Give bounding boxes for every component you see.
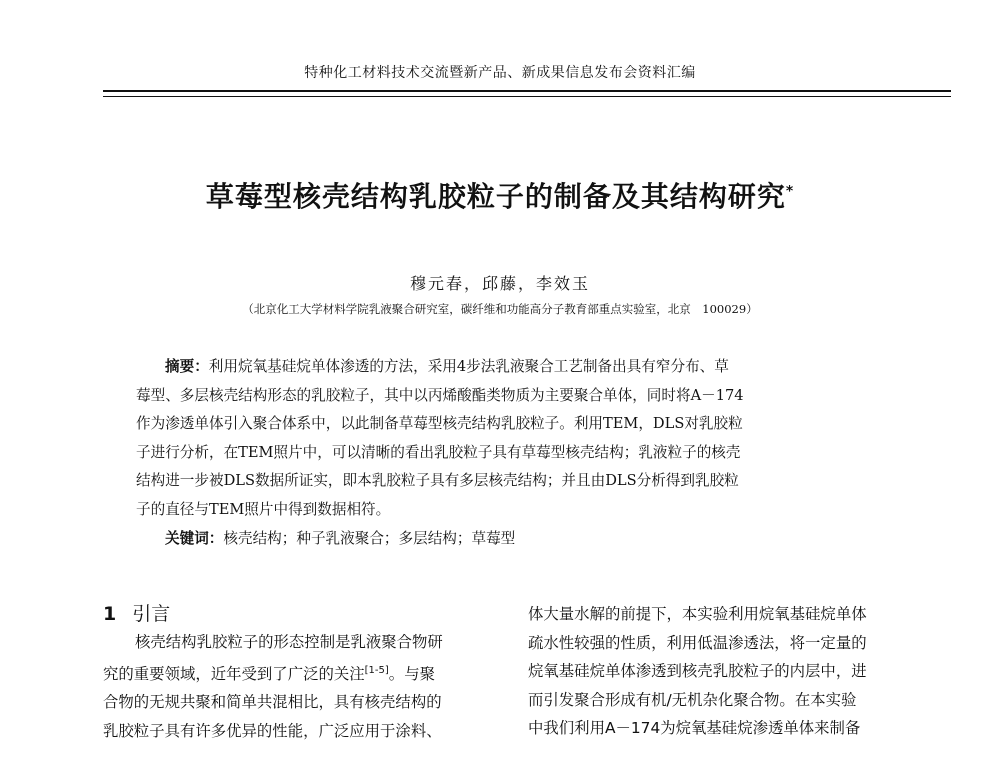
- body-line: 核壳结构乳胶粒子的形态控制是乳液聚合物研: [135, 633, 443, 651]
- keywords-label: 关键词：: [165, 529, 224, 547]
- body-line: 体大量水解的前提下，本实验利用烷氧基硅烷单体: [528, 605, 867, 623]
- body-line: 乳胶粒子具有许多优异的性能，广泛应用于涂料、: [103, 721, 442, 740]
- authors: 穆元春，邱藤，李效玉: [409, 274, 590, 293]
- abstract-line: 作为渗透单体引入聚合体系中，以此制备草莓型核壳结构乳胶粒子。利用TEM，DLS对乳胶粒: [136, 415, 743, 433]
- keywords: 核壳结构；种子乳液聚合；多层结构；草莓型: [223, 529, 516, 547]
- body-line: 疏水性较强的性质，利用低温渗透法，将一定量的: [528, 633, 867, 652]
- abstract: [136, 353, 888, 553]
- section-number: 1: [103, 603, 117, 625]
- abstract-line-text: 利用烷氧基硅烷单体渗透的方法，采用4步法乳液聚合工艺制备出具有窄分布、草: [208, 358, 729, 375]
- body-column-right: [528, 600, 928, 743]
- section-title: 引言: [132, 603, 171, 625]
- section-heading: [103, 600, 498, 628]
- affiliation: （北京化工大学材料学院乳液聚合研究室，碳纤维和功能高分子教育部重点实验室，北京 100029）: [242, 302, 758, 316]
- header-rule-thick: [103, 90, 951, 92]
- body-line: 合物的无规共聚和简单共混相比，具有核壳结构的: [103, 693, 442, 712]
- running-header: 特种化工材料技术交流暨新产品、新成果信息发布会资料汇编: [304, 65, 696, 81]
- abstract-line: [136, 353, 888, 382]
- body-column-left: [103, 600, 498, 745]
- body-line: 烷氧基硅烷单体渗透到核壳乳胶粒子的内层中，进: [528, 662, 867, 680]
- body-line-text: 究的重要领域，近年受到了广泛的关注: [103, 664, 365, 683]
- body-line: 而引发聚合形成有机/无机杂化聚合物。在本实验: [528, 690, 857, 709]
- body-line-text: 。与聚: [388, 664, 435, 683]
- citation: [1-5]: [364, 664, 389, 676]
- abstract-line: 子的直径与TEM照片中得到数据相符。: [136, 500, 391, 518]
- body-line: [103, 657, 498, 689]
- paper-title-text: 草莓型核壳结构乳胶粒子的制备及其结构研究: [205, 180, 786, 213]
- title-footnote-mark: *: [785, 183, 795, 200]
- keywords-line: [136, 525, 888, 554]
- header-rule-thin: [103, 96, 951, 97]
- abstract-line: 子进行分析，在TEM照片中，可以清晰的看出乳胶粒子具有草莓型核壳结构；乳液粒子的核壳: [136, 443, 741, 461]
- body-line: 中我们利用A－174为烷氧基硅烷渗透单体来制备: [528, 719, 861, 737]
- abstract-line: 莓型、多层核壳结构形态的乳胶粒子，其中以丙烯酸酯类物质为主要聚合单体，同时将A－174: [136, 386, 744, 404]
- abstract-label: 摘要：: [165, 358, 209, 375]
- paper-title: [0, 175, 1000, 215]
- abstract-line: 结构进一步被DLS数据所证实，即本乳胶粒子具有多层核壳结构；并且由DLS分析得到乳胶粒: [136, 472, 739, 490]
